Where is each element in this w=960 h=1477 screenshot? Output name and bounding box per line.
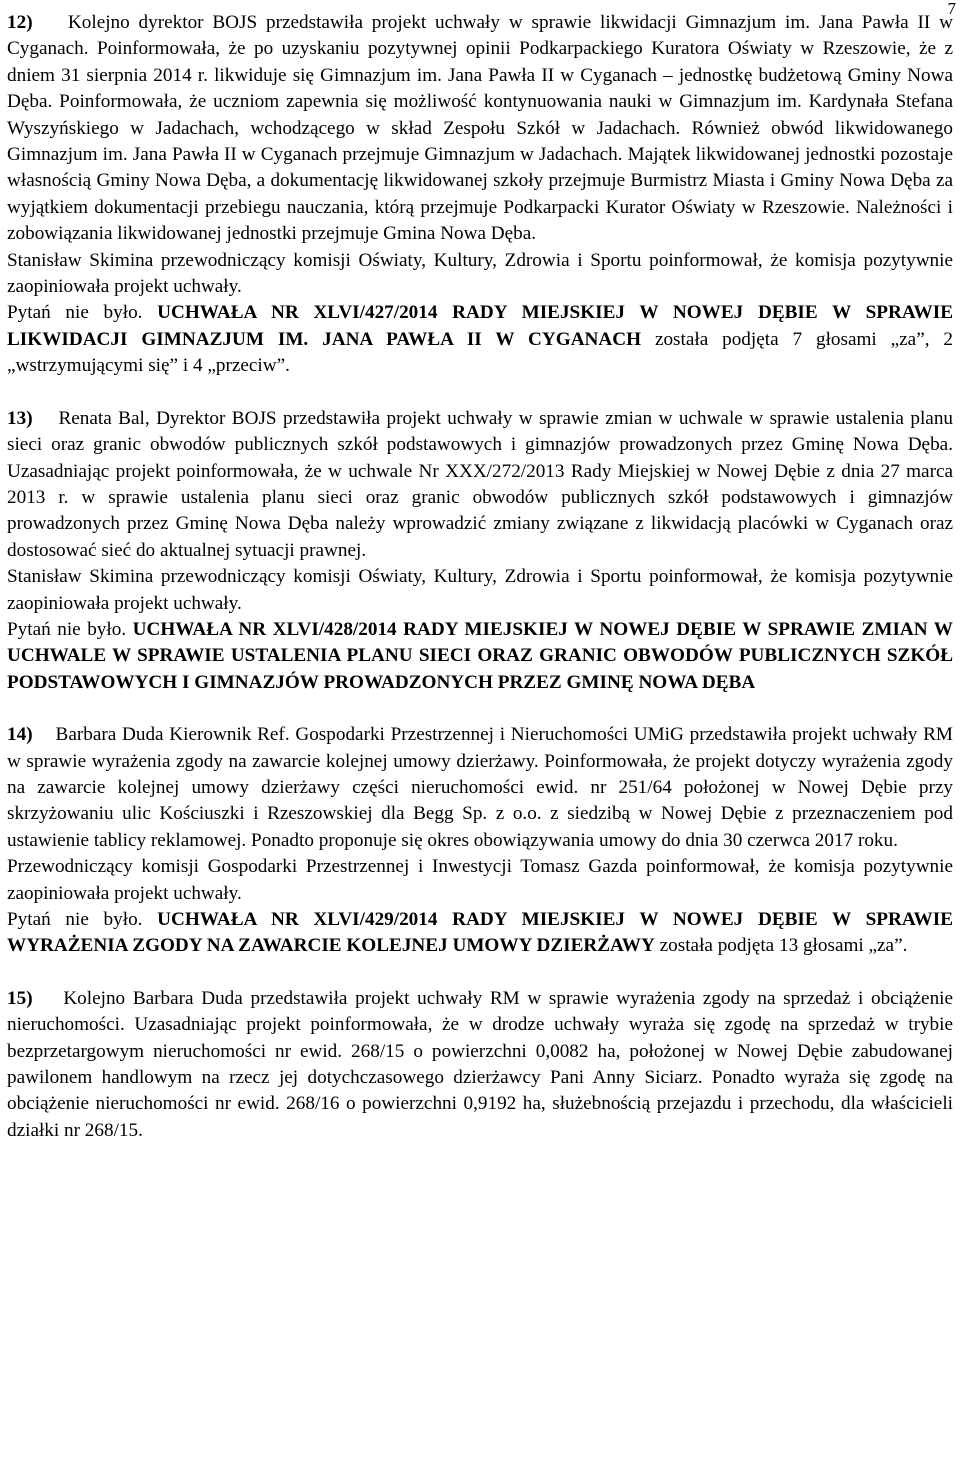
- agenda-item-12: [7, 10, 953, 380]
- vote-result: została podjęta 7 głosami „za”, 2 „wstrzymującymi się” i 4 „przeciw”.: [7, 328, 953, 377]
- no-questions-text: Pytań nie było.: [7, 618, 133, 640]
- item-14-text: Barbara Duda Kierownik Ref. Gospodarki Przestrzennej i Nieruchomości UMiG przedstawiła projekt uchwały RM w sprawie wyrażenia zgody na zawarcie kolejnej umowy dzierżawy. Poinformowała, że projekt dotyczy wyrażenia zgody na zawarcie kolejnej umowy dzierżawy części nieruchomości ewid. nr 251/64 położonej w Nowej Dębie przy skrzyżowaniu ulic Kościuszki i Rzeszowskiej dla Begg Sp. z o.o. z siedzibą w Nowej Dębie z przeznaczeniem pod ustawienie tablicy reklamowej. Ponadto proponuje się okres obowiązywania umowy do dnia 30 czerwca 2017 roku.: [7, 724, 953, 851]
- item-15-text: Kolejno Barbara Duda przedstawiła projekt uchwały RM w sprawie wyrażenia zgody na sprzedaż i obciążenie nieruchomości. Uzasadniając projekt poinformowała, że w drodze uchwały wyraża się zgodę na sprzedaż w trybie bezprzetargowym nieruchomości nr ewid. 268/15 o powierzchni 0,0082 ha, położonej w Nowej Dębie zabudowanej pawilonem handlowym na rzecz jej dotychczasowego dzierżawcy Pani Anny Siciarz. Ponadto wyraża się zgodę na obciążenie nieruchomości nr ewid. 268/16 o powierzchni 0,9192 ha, służebnością przejazdu i przechodu, dla właścicieli działki nr 268/15.: [7, 987, 954, 1141]
- no-questions-text: Pytań nie było.: [7, 302, 158, 324]
- resolution-title: UCHWAŁA NR XLVI/427/2014 RADY MIEJSKIEJ W NOWEJ DĘBIE W SPRAWIE LIKWIDACJI GIMNAZJUM IM. JANA PAWŁA II W CYGANACH: [7, 302, 954, 350]
- item-12-text: Kolejno dyrektor BOJS przedstawiła projekt uchwały w sprawie likwidacji Gimnazjum im. Jana Pawła II w Cyganach. Poinformowała, że po uzyskaniu pozytywnej opinii Podkarpackiego Kuratora Oświaty w Rzeszowie, że z dniem 31 sierpnia 2014 r. likwiduje się Gimnazjum im. Jana Pawła II w Cyganach – jednostkę budżetową Gminy Nowa Dęba. Poinformowała, że uczniom zapewnia się możliwość kontynuowania nauki w Gimnazjum im. Kardynała Stefana Wyszyńskiego w Jadachach, wchodzącego w skład Zespołu Szkół w Jadachach. Również obwód likwidowanego Gimnazjum im. Jana Pawła II w Cyganach przejmuje Gimnazjum w Jadachach. Majątek likwidowanej jednostki pozostaje własnością Gminy Nowa Dęba, a dokumentację likwidowanej szkoły przejmuje Burmistrz Miasta i Gminy Nowa Dęba za wyjątkiem dokumentacji przebiegu nauczania, którą przejmuje Podkarpacki Kurator Oświaty w Rzeszowie. Należności i zobowiązania likwidowanej jednostki przejmuje Gmina Nowa Dęba.: [7, 12, 953, 245]
- item-14-committee-opinion: Przewodniczący komisji Gospodarki Przestrzennej i Inwestycji Tomasz Gazda poinformował, że komisja pozytywnie zaopiniowała projekt uchwały.: [7, 856, 953, 904]
- item-12-intro: [7, 10, 953, 248]
- item-13-intro: [7, 406, 953, 564]
- vote-result: została podjęta 13 głosami „za”.: [654, 935, 908, 957]
- item-number: 14): [7, 724, 33, 746]
- resolution-title: UCHWAŁA NR XLVI/428/2014 RADY MIEJSKIEJ W NOWEJ DĘBIE W SPRAWIE ZMIAN W UCHWALE W SPRAWIE USTALENIA PLANU SIECI ORAZ GRANIC OBWODÓW PUBLICZNYCH SZKÓŁ PODSTAWOWYCH I GIMNAZJÓW PROWADZONYCH PRZEZ GMINĘ NOWA DĘBA: [7, 618, 953, 693]
- agenda-item-15: [7, 986, 953, 1144]
- item-14-resolution: [7, 907, 953, 960]
- item-number: 13): [7, 407, 33, 429]
- item-number: 15): [7, 987, 33, 1009]
- item-12-committee-opinion: Stanisław Skimina przewodniczący komisji Oświaty, Kultury, Zdrowia i Sportu poinformował, że komisja pozytywnie zaopiniowała projekt uchwały.: [7, 249, 953, 298]
- item-13-resolution: [7, 617, 953, 696]
- document-body: [7, 10, 953, 1144]
- item-13-committee-opinion: Stanisław Skimina przewodniczący komisji Oświaty, Kultury, Zdrowia i Sportu poinformował, że komisja pozytywnie zaopiniowała projekt uchwały.: [7, 566, 953, 614]
- item-15-intro: [7, 986, 953, 1144]
- item-14-intro: [7, 722, 953, 854]
- agenda-item-14: [7, 722, 953, 960]
- item-13-text: Renata Bal, Dyrektor BOJS przedstawiła projekt uchwały w sprawie zmian w uchwale w sprawie ustalenia planu sieci oraz granic obwodów publicznych szkół podstawowych i gimnazjów prowadzonych przez Gminę Nowa Dęba. Uzasadniając projekt poinformowała, że w uchwale Nr XXX/272/2013 Rady Miejskiej w Nowej Dębie z dnia 27 marca 2013 r. w sprawie ustalenia planu sieci oraz granic obwodów publicznych szkół podstawowych i gimnazjów prowadzonych przez Gminę Nowa Dęba należy wprowadzić zmiany związane z likwidacją placówki w Cyganach oraz dostosować sieć do aktualnej sytuacji prawnej.: [7, 407, 954, 561]
- page-number: 7: [947, 0, 956, 18]
- item-12-resolution: [7, 300, 953, 379]
- resolution-title: UCHWAŁA NR XLVI/429/2014 RADY MIEJSKIEJ W NOWEJ DĘBIE W SPRAWIE WYRAŻENIA ZGODY NA ZAWARCIE KOLEJNEJ UMOWY DZIERŻAWY: [7, 909, 954, 957]
- agenda-item-13: [7, 406, 953, 696]
- item-number: 12): [7, 12, 33, 33]
- no-questions-text: Pytań nie było.: [7, 909, 158, 930]
